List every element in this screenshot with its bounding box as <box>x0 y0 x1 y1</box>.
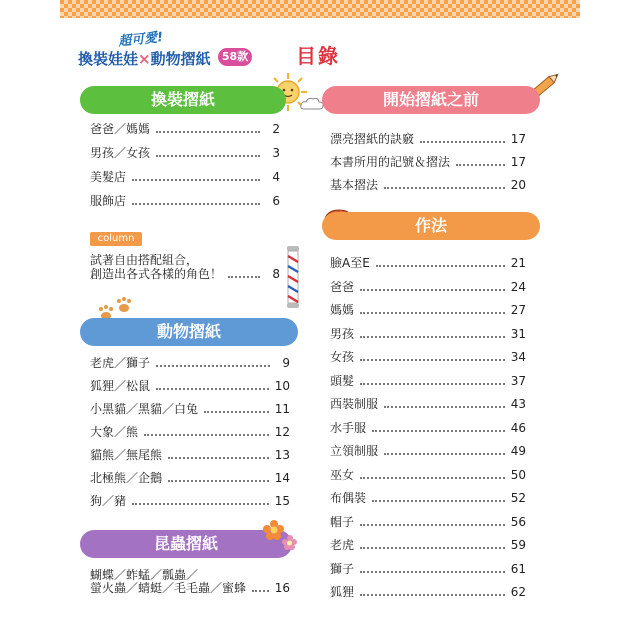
entry-page: 49 <box>510 444 526 458</box>
section-heading-instructions: 作法 <box>322 212 540 240</box>
toc-entry[interactable] <box>330 155 526 169</box>
leader-dots <box>156 387 269 390</box>
instructions-list <box>330 256 526 599</box>
toc-entry[interactable] <box>90 425 290 439</box>
toc-entry[interactable] <box>90 146 280 160</box>
column-text-line2: 創造出各式各樣的角色！ <box>90 267 223 281</box>
entry-label: 臉A至E <box>330 256 370 270</box>
entry-label: 女孩 <box>330 350 355 364</box>
entry-label: 狐狸 <box>330 585 355 599</box>
leader-dots <box>360 593 505 596</box>
toc-entry[interactable] <box>90 448 290 462</box>
entry-page: 12 <box>274 425 290 439</box>
column-tag: column <box>90 232 142 246</box>
leader-dots <box>372 429 505 432</box>
decorative-top-band <box>60 0 580 18</box>
entry-page: 4 <box>272 170 280 184</box>
leader-dots <box>132 178 260 181</box>
entry-page: 24 <box>510 279 526 294</box>
entry-page: 56 <box>510 514 526 529</box>
entry-page: 46 <box>510 420 526 435</box>
toc-entry[interactable] <box>90 170 280 184</box>
entry-label: 北極熊／企鵝 <box>90 471 163 485</box>
leader-dots <box>252 589 269 592</box>
entry-page: 8 <box>272 267 280 281</box>
toc-entry[interactable] <box>330 444 526 458</box>
leader-dots <box>360 382 505 385</box>
entry-label: 頭髮 <box>330 373 355 388</box>
toc-entry[interactable] <box>330 327 526 341</box>
entry-page: 21 <box>510 256 526 270</box>
entry-label: 狗／豬 <box>90 494 127 508</box>
leader-dots <box>360 546 505 549</box>
toc-entry[interactable] <box>330 515 526 529</box>
insects-line1: 蝴蝶／蚱蜢／瓢蟲／ <box>90 568 199 582</box>
toc-entry[interactable] <box>330 350 526 364</box>
leader-dots <box>456 163 505 166</box>
leader-dots <box>168 456 269 459</box>
insects-line2: 螢火蟲／蜻蜓／毛毛蟲／蜜蜂 <box>90 581 247 595</box>
toc-entry[interactable] <box>90 581 290 595</box>
toc-entry[interactable] <box>90 194 280 208</box>
toc-entry[interactable] <box>330 421 526 435</box>
entry-page: 3 <box>272 146 280 160</box>
entry-page: 11 <box>274 402 290 416</box>
leader-dots <box>168 479 269 482</box>
book-count-badge: 58款 <box>218 48 252 66</box>
leader-dots <box>384 452 505 455</box>
entry-page: 16 <box>274 581 290 595</box>
entry-page: 52 <box>510 491 526 505</box>
entry-label: 服飾店 <box>90 194 127 208</box>
leader-dots <box>384 405 505 408</box>
toc-entry[interactable] <box>90 402 290 416</box>
leader-dots <box>420 140 505 143</box>
entry-label: 巫女 <box>330 467 355 482</box>
entry-label: 獅子 <box>330 561 355 576</box>
toc-entry[interactable] <box>330 538 526 552</box>
entry-label: 美髮店 <box>90 170 127 184</box>
entry-page: 13 <box>274 448 290 462</box>
entry-page: 17 <box>510 132 526 146</box>
entry-label: 水手服 <box>330 420 367 435</box>
leader-dots <box>372 499 505 502</box>
toc-title: 目錄 <box>296 44 340 68</box>
entry-page: 6 <box>272 194 280 208</box>
leader-dots <box>156 364 270 367</box>
leader-dots <box>204 410 269 413</box>
toc-entry[interactable] <box>330 178 526 192</box>
leader-dots <box>360 570 505 573</box>
entry-label: 貓熊／無尾熊 <box>90 448 163 462</box>
entry-label: 爸爸／媽媽 <box>90 122 151 136</box>
leader-dots <box>156 154 260 157</box>
leader-dots <box>376 264 505 267</box>
toc-entry[interactable] <box>330 397 526 411</box>
toc-entry[interactable] <box>330 562 526 576</box>
entry-page: 50 <box>510 467 526 482</box>
entry-page: 37 <box>510 373 526 388</box>
entry-page: 14 <box>274 471 290 485</box>
leader-dots <box>360 335 505 338</box>
dressup-list <box>90 122 280 222</box>
entry-label: 西裝制服 <box>330 397 379 411</box>
leader-dots <box>384 186 505 189</box>
section-heading-animals: 動物摺紙 <box>80 318 298 346</box>
barber-pole-icon <box>286 246 300 308</box>
entry-label: 媽媽 <box>330 303 355 317</box>
leader-dots <box>360 311 505 314</box>
flower-icon <box>262 518 298 552</box>
entry-label: 大象／熊 <box>90 425 139 439</box>
cloud-icon <box>300 96 324 110</box>
toc-entry[interactable] <box>330 132 526 146</box>
entry-label: 老虎／獅子 <box>90 356 151 370</box>
entry-label: 帽子 <box>330 514 355 529</box>
leader-dots <box>228 275 260 278</box>
book-title-part2: 動物摺紙 <box>150 50 211 68</box>
column-text-line1: 試著自由搭配組合， <box>90 253 199 267</box>
toc-entry[interactable] <box>330 280 526 294</box>
leader-dots <box>360 358 505 361</box>
entry-label: 基本摺法 <box>330 178 379 192</box>
entry-label: 老虎 <box>330 538 355 552</box>
toc-entry[interactable] <box>330 468 526 482</box>
entry-page: 31 <box>510 326 526 341</box>
toc-entry[interactable] <box>90 471 290 485</box>
entry-page: 34 <box>510 350 526 364</box>
toc-entry[interactable] <box>330 491 526 505</box>
before-folding-list <box>330 132 526 192</box>
section-heading-before-folding: 開始摺紙之前 <box>322 86 540 114</box>
entry-label: 本書所用的記號＆摺法 <box>330 155 451 169</box>
entry-label: 漂亮摺紙的訣竅 <box>330 132 415 146</box>
leader-dots <box>156 130 260 133</box>
entry-page: 2 <box>272 122 280 136</box>
section-heading-insects: 昆蟲摺紙 <box>80 530 292 558</box>
leader-dots <box>132 502 269 505</box>
entry-page: 62 <box>510 585 526 599</box>
entry-label: 立領制服 <box>330 444 379 458</box>
entry-label: 男孩 <box>330 326 355 341</box>
leader-dots <box>360 523 505 526</box>
entry-page: 20 <box>510 178 526 192</box>
book-title <box>78 48 211 69</box>
entry-page: 61 <box>510 561 526 576</box>
entry-page: 17 <box>510 155 526 169</box>
entry-page: 27 <box>510 303 526 317</box>
toc-entry[interactable] <box>90 379 290 393</box>
toc-entry[interactable] <box>90 494 290 508</box>
toc-entry[interactable] <box>330 374 526 388</box>
animals-list <box>90 356 290 526</box>
toc-entry[interactable] <box>330 256 526 270</box>
entry-label: 布偶裝 <box>330 491 367 505</box>
leader-dots <box>132 202 260 205</box>
entry-label: 爸爸 <box>330 279 355 294</box>
entry-page: 59 <box>510 538 526 552</box>
toc-entry[interactable] <box>330 303 526 317</box>
book-title-x: × <box>138 50 151 68</box>
book-title-part1: 換裝娃娃 <box>78 50 139 68</box>
leader-dots <box>144 433 269 436</box>
leader-dots <box>360 288 505 291</box>
entry-page: 10 <box>274 379 290 393</box>
entry-label: 小黑貓／黑貓／白兔 <box>90 402 199 416</box>
entry-page: 15 <box>274 494 290 508</box>
entry-label: 男孩／女孩 <box>90 146 151 160</box>
toc-entry[interactable] <box>90 122 280 136</box>
entry-page: 43 <box>510 397 526 411</box>
entry-label: 狐狸／松鼠 <box>90 379 151 393</box>
toc-entry[interactable] <box>330 585 526 599</box>
leader-dots <box>360 476 505 479</box>
book-subtitle: 超可愛! <box>117 30 164 50</box>
section-heading-dressup: 換裝摺紙 <box>80 86 286 114</box>
toc-entry[interactable] <box>90 356 290 370</box>
toc-entry[interactable] <box>90 267 280 281</box>
entry-page: 9 <box>282 356 290 370</box>
